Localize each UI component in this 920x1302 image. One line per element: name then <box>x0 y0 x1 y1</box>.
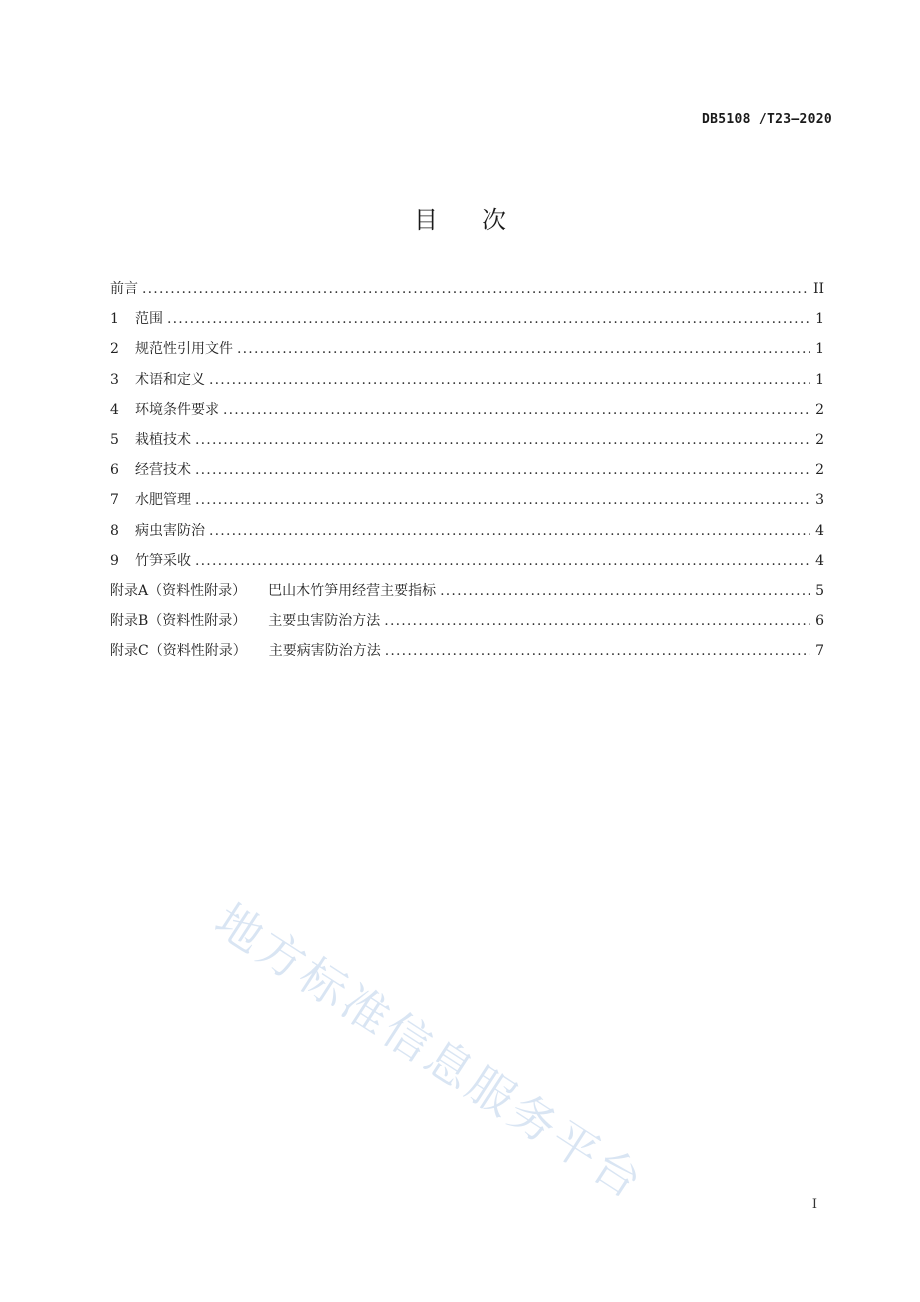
toc-entry-number: 4 <box>110 401 119 418</box>
toc-entry-water-fertilizer[interactable] <box>110 489 824 519</box>
toc-entry-foreword[interactable] <box>110 278 824 308</box>
toc-entry-label: 术语和定义 <box>135 371 205 388</box>
toc-entry-page: 3 <box>815 492 824 509</box>
toc-entry-page: 5 <box>815 582 824 599</box>
toc-entry-environment-requirements[interactable] <box>110 399 824 429</box>
toc-entry-page: 2 <box>815 401 824 418</box>
toc-entry-management-techniques[interactable] <box>110 459 824 489</box>
toc-dot-leader <box>195 489 810 511</box>
toc-dot-leader <box>195 459 810 481</box>
toc-entry-number: 5 <box>110 431 119 448</box>
toc-entry-appendix-a[interactable] <box>110 580 824 610</box>
toc-entry-label: 附录B（资料性附录） <box>110 613 247 630</box>
toc-dot-leader <box>142 278 809 300</box>
toc-entry-label: 经营技术 <box>135 462 191 479</box>
toc-entry-label: 范围 <box>135 311 163 328</box>
toc-dot-leader <box>209 369 810 391</box>
toc-entry-label: 附录A（资料性附录） <box>110 582 247 599</box>
toc-dot-leader <box>385 640 810 662</box>
toc-entry-shoot-harvest[interactable] <box>110 550 824 580</box>
toc-entry-label: 环境条件要求 <box>135 401 219 418</box>
toc-entry-number: 1 <box>110 311 119 328</box>
watermark: 地方标准信息服务平台 <box>205 892 655 1211</box>
toc-entry-appendix-c[interactable] <box>110 640 824 670</box>
toc-entry-pest-control[interactable] <box>110 520 824 550</box>
toc-entry-page: 6 <box>815 613 824 630</box>
toc-entry-label: 病虫害防治 <box>135 522 205 539</box>
toc-dot-leader <box>223 399 810 421</box>
table-of-contents <box>110 278 824 670</box>
page-number: I <box>811 1197 817 1212</box>
title-char-1: 目 <box>414 206 438 234</box>
toc-entry-planting-techniques[interactable] <box>110 429 824 459</box>
toc-entry-label: 栽植技术 <box>135 431 191 448</box>
page-title <box>0 200 920 235</box>
toc-entry-page: 2 <box>815 431 824 448</box>
toc-dot-leader <box>167 308 810 330</box>
toc-entry-page: 1 <box>815 371 824 388</box>
title-char-2: 次 <box>482 206 506 234</box>
toc-dot-leader <box>195 550 810 572</box>
toc-entry-label: 水肥管理 <box>135 492 191 509</box>
toc-entry-number: 6 <box>110 462 119 479</box>
toc-entry-sublabel: 主要虫害防治方法 <box>268 613 381 630</box>
toc-dot-leader <box>209 520 810 542</box>
toc-entry-sublabel: 巴山木竹笋用经营主要指标 <box>268 582 437 599</box>
toc-entry-number: 7 <box>110 492 119 509</box>
toc-entry-number: 2 <box>110 341 119 358</box>
toc-entry-normative-references[interactable] <box>110 338 824 368</box>
document-code: DB5108 /T23—2020 <box>701 112 832 127</box>
toc-entry-page: 2 <box>815 462 824 479</box>
toc-entry-number: 8 <box>110 522 119 539</box>
toc-entry-page: 1 <box>815 311 824 328</box>
toc-entry-appendix-b[interactable] <box>110 610 824 640</box>
toc-entry-label: 前言 <box>110 281 138 297</box>
toc-entry-number: 9 <box>110 552 119 569</box>
toc-entry-scope[interactable] <box>110 308 824 338</box>
toc-entry-number: 3 <box>110 371 119 388</box>
toc-entry-page: 7 <box>815 643 824 660</box>
toc-entry-label: 规范性引用文件 <box>135 341 233 358</box>
toc-entry-page: 4 <box>815 522 824 539</box>
toc-entry-label: 附录C（资料性附录） <box>110 643 247 660</box>
toc-dot-leader <box>440 580 810 602</box>
toc-dot-leader <box>384 610 810 632</box>
toc-entry-terms-definitions[interactable] <box>110 369 824 399</box>
toc-dot-leader <box>195 429 810 451</box>
toc-entry-page: 1 <box>815 341 824 358</box>
toc-entry-label: 竹笋采收 <box>135 552 191 569</box>
toc-dot-leader <box>237 338 810 360</box>
toc-entry-page: 4 <box>815 552 824 569</box>
toc-entry-sublabel: 主要病害防治方法 <box>268 643 381 660</box>
toc-entry-page: II <box>812 281 824 297</box>
